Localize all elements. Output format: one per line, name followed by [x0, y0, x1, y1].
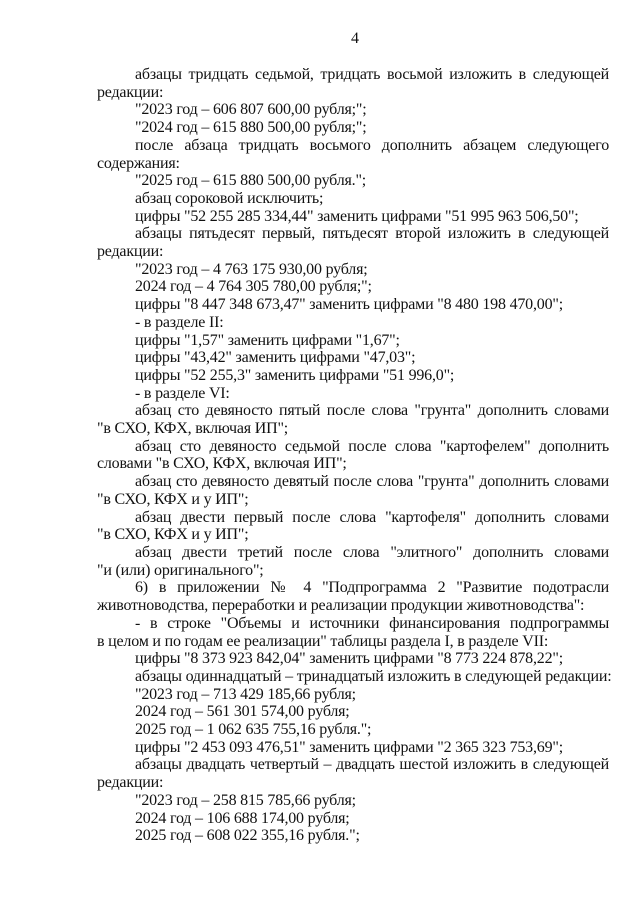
text-line: "2023 год – 4 763 175 930,00 рубля;	[135, 260, 368, 278]
paragraph	[97, 686, 609, 704]
text-line: абзац сороковой исключить;	[135, 189, 324, 207]
paragraph	[97, 278, 609, 296]
paragraph	[97, 473, 609, 508]
text-line: цифры "8 447 348 673,47" заменить цифрами "8 480 198 470,00";	[135, 296, 563, 314]
paragraph	[97, 349, 609, 367]
text-line: "2023 год – 606 807 600,00 рубля;";	[135, 101, 367, 119]
paragraph	[97, 579, 609, 614]
text-line: "в СХО, КФХ, включая ИП";	[97, 420, 289, 438]
paragraph	[97, 739, 609, 757]
text-line: словами "в СХО, КФХ, включая ИП";	[97, 455, 347, 473]
text-line: "и (или) оригинального";	[97, 561, 264, 579]
paragraph	[97, 101, 609, 119]
text-line: содержания:	[97, 154, 180, 172]
text-line: абзац сто девяносто седьмой после слова "картофелем" дополнить	[135, 437, 609, 455]
paragraph	[97, 509, 609, 544]
text-line: в целом и по годам ее реализации" таблицы раздела I, в разделе VII:	[97, 632, 549, 650]
text-line: цифры "8 373 923 842,04" заменить цифрами "8 773 224 878,22";	[135, 650, 563, 668]
text-line: цифры "52 255,3" заменить цифрами "51 996,0";	[135, 366, 455, 384]
text-line: редакции:	[97, 774, 164, 792]
paragraph	[97, 438, 609, 473]
paragraph	[97, 296, 609, 314]
paragraph	[97, 650, 609, 668]
text-line: абзацы двадцать четвертый – двадцать шестой изложить в следующей	[135, 756, 609, 774]
text-line: цифры "52 255 285 334,44" заменить цифрами "51 995 963 506,50";	[135, 207, 579, 225]
paragraph	[97, 756, 609, 791]
paragraph	[97, 119, 609, 137]
text-line: редакции:	[97, 83, 164, 101]
text-line: абзац сто девяносто пятый после слова "грунта" дополнить словами	[135, 402, 609, 420]
paragraph	[97, 314, 609, 332]
paragraph	[97, 261, 609, 279]
paragraph	[97, 667, 612, 686]
page-number: 4	[351, 30, 359, 47]
text-line: абзац двести первый после слова "картофеля" дополнить словами	[135, 508, 609, 526]
paragraph	[97, 225, 609, 260]
paragraph	[97, 810, 609, 828]
text-line: "2023 год – 258 815 785,66 рубля;	[135, 791, 356, 809]
text-line: 2024 год – 561 301 574,00 рубля;	[135, 703, 350, 721]
paragraph	[97, 172, 609, 190]
text-line: животноводства, переработки и реализации продукции животноводства":	[97, 597, 585, 615]
text-line: "2024 год – 615 880 500,00 рубля;";	[135, 119, 367, 137]
paragraph	[97, 703, 609, 721]
text-line: абзацы пятьдесят первый, пятьдесят второй изложить в следующей	[135, 225, 609, 243]
paragraph	[97, 402, 609, 437]
text-line: цифры "2 453 093 476,51" заменить цифрами "2 365 323 753,69";	[135, 738, 563, 756]
text-line: "2023 год – 713 429 185,66 рубля;	[135, 685, 356, 703]
paragraph	[97, 332, 609, 350]
text-line: абзацы одиннадцатый – тринадцатый изложить в следующей редакции:	[135, 667, 612, 685]
paragraph	[97, 190, 609, 208]
text-line: редакции:	[97, 243, 164, 261]
text-line: "в СХО, КФХ и у ИП";	[97, 490, 249, 508]
text-line: 2025 год – 1 062 635 755,16 рубля.";	[135, 721, 372, 739]
text-line: цифры "43,42" заменить цифрами "47,03";	[135, 349, 416, 367]
paragraph	[97, 66, 609, 101]
text-line: - в разделе VI:	[135, 384, 230, 402]
text-line: 6) в приложении № 4 "Подпрограмма 2 "Развитие подотрасли	[135, 579, 609, 597]
paragraph	[97, 385, 609, 403]
paragraph	[97, 208, 609, 226]
paragraph	[97, 137, 609, 172]
text-line: 2024 год – 4 764 305 780,00 рубля;";	[135, 278, 372, 296]
text-line: "в СХО, КФХ и у ИП";	[97, 526, 249, 544]
text-line: - в разделе II:	[135, 313, 224, 331]
text-line: цифры "1,57" заменить цифрами "1,67";	[135, 331, 400, 349]
paragraph	[97, 721, 609, 739]
text-line: абзац сто девяносто девятый после слова "грунта" дополнить словами	[135, 473, 609, 491]
paragraph	[97, 792, 609, 810]
text-line: 2025 год – 608 022 355,16 рубля.";	[135, 827, 360, 845]
text-line: - в строке "Объемы и источники финансирования подпрограммы	[135, 614, 609, 632]
paragraph	[97, 827, 609, 845]
paragraph	[97, 544, 609, 579]
text-line: абзац двести третий после слова "элитного" дополнить словами	[135, 543, 609, 561]
text-line: 2024 год – 106 688 174,00 рубля;	[135, 809, 350, 827]
text-line: после абзаца тридцать восьмого дополнить абзацем следующего	[135, 136, 609, 154]
text-line: "2025 год – 615 880 500,00 рубля.";	[135, 172, 367, 190]
document-body	[97, 66, 612, 845]
paragraph	[97, 367, 609, 385]
text-line: абзацы тридцать седьмой, тридцать восьмой изложить в следующей	[135, 66, 609, 83]
paragraph	[97, 615, 609, 650]
